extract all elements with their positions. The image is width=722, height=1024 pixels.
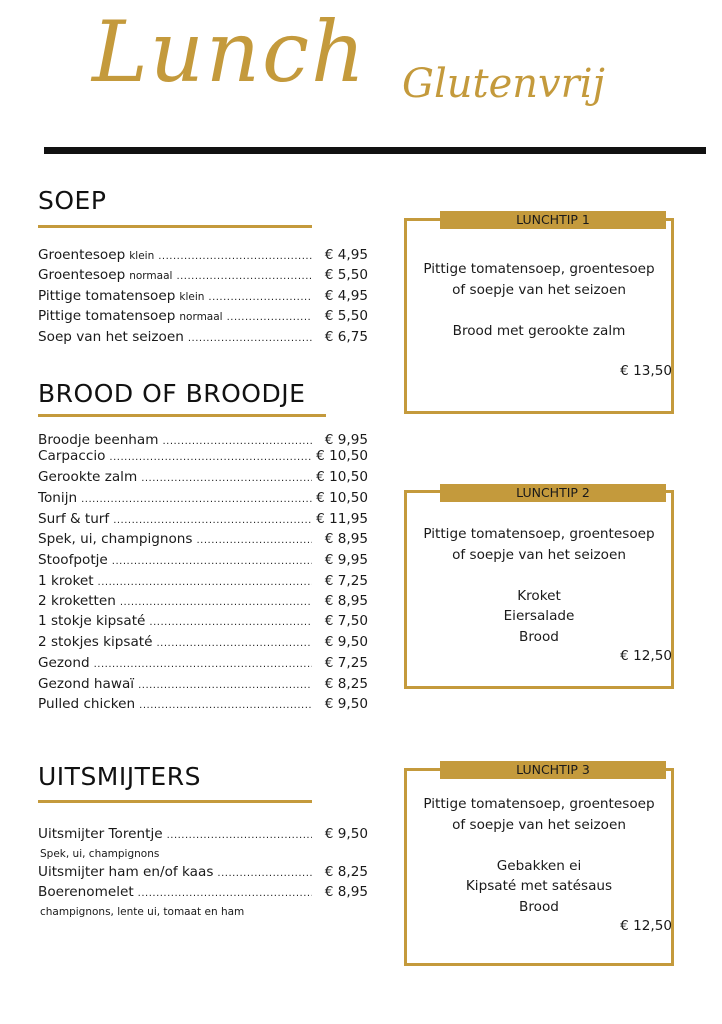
item-price: € 7,50 <box>324 613 368 629</box>
item-size: klein <box>179 291 205 303</box>
lunchtip-1-label: LUNCHTIP 1 <box>440 211 666 229</box>
dot-leader <box>149 613 312 629</box>
item-price: € 5,50 <box>324 267 368 283</box>
item-price: € 8,25 <box>324 676 368 692</box>
item-price: € 5,50 <box>324 308 368 324</box>
menu-item <box>38 288 368 308</box>
lunchtip-2-price: € 12,50 <box>620 648 672 664</box>
item-name: 1 stokje kipsaté <box>38 613 146 629</box>
lunchtip-3-extra: Gebakken ei <box>496 858 582 874</box>
lunchtip-1-soup-line2: of soepje van het seizoen <box>452 282 626 298</box>
item-name: Tonijn <box>38 490 78 506</box>
item-price: € 8,95 <box>324 531 368 547</box>
menu-item <box>38 613 368 633</box>
item-name: Gezond <box>38 655 90 671</box>
section-title-soep: SOEP <box>38 186 107 215</box>
item-size: normaal <box>179 311 223 323</box>
item-price: € 10,50 <box>316 469 368 485</box>
menu-item <box>38 308 368 328</box>
lunchtip-3-extra: Kipsaté met satésaus <box>465 878 613 894</box>
header-divider <box>44 147 706 154</box>
item-name: Stoofpotje <box>38 552 108 568</box>
item-name: Surf & turf <box>38 511 110 527</box>
lunchtip-2-extra: Eiersalade <box>503 608 575 624</box>
menu-item <box>38 448 368 468</box>
dot-leader <box>163 432 313 448</box>
dot-leader <box>217 864 312 880</box>
dot-leader <box>141 469 312 485</box>
menu-item <box>38 573 368 593</box>
menu-item <box>38 884 368 904</box>
section-title-uitsmijters: UITSMIJTERS <box>38 762 201 791</box>
item-name: Groentesoep <box>38 247 126 263</box>
menu-title: Lunch <box>92 3 368 101</box>
item-price: € 9,95 <box>324 432 368 448</box>
menu-item <box>38 864 368 884</box>
lunchtip-1-soup-line1: Pittige tomatensoep, groentesoep <box>423 261 655 277</box>
menu-item <box>38 329 368 349</box>
dot-leader <box>109 448 312 464</box>
section-divider-soep <box>38 225 312 228</box>
lunchtip-2-extra: Kroket <box>517 588 561 604</box>
lunchtip-2-label: LUNCHTIP 2 <box>440 484 666 502</box>
menu-item <box>38 469 368 489</box>
menu-item <box>38 826 368 846</box>
dot-leader <box>112 552 312 568</box>
menu-item <box>38 490 368 510</box>
section-divider-uitsmijters <box>38 800 312 803</box>
item-name: Gerookte zalm <box>38 469 138 485</box>
menu-subtitle: Glutenvrij <box>402 61 605 107</box>
item-name: Broodje beenham <box>38 432 159 448</box>
dot-leader <box>158 247 312 263</box>
lunchtip-2-extra: Brood <box>519 629 559 645</box>
item-price: € 10,50 <box>316 490 368 506</box>
menu-item <box>38 696 368 716</box>
menu-item <box>38 655 368 675</box>
dot-leader <box>188 329 312 345</box>
item-name: Gezond hawaï <box>38 676 135 692</box>
menu-item <box>38 511 368 531</box>
dot-leader <box>120 593 312 609</box>
section-divider-brood <box>38 414 326 417</box>
lunchtip-3-soup-line1: Pittige tomatensoep, groentesoep <box>423 796 655 812</box>
item-price: € 4,95 <box>324 288 368 304</box>
dot-leader <box>138 676 312 692</box>
lunchtip-1-price: € 13,50 <box>620 363 672 379</box>
item-name: Pittige tomatensoep <box>38 288 176 304</box>
dot-leader <box>197 531 313 547</box>
item-price: € 6,75 <box>324 329 368 345</box>
lunchtip-2-soup-line2: of soepje van het seizoen <box>452 547 626 563</box>
item-price: € 9,50 <box>324 696 368 712</box>
lunchtip-3-price: € 12,50 <box>620 918 672 934</box>
item-name: Boerenomelet <box>38 884 134 900</box>
item-name: Uitsmijter ham en/of kaas <box>38 864 214 880</box>
item-price: € 8,25 <box>324 864 368 880</box>
item-size: klein <box>129 250 155 262</box>
lunchtip-2-soup-line1: Pittige tomatensoep, groentesoep <box>423 526 655 542</box>
dot-leader <box>113 511 312 527</box>
dot-leader <box>94 655 312 671</box>
dot-leader <box>157 634 313 650</box>
menu-item <box>38 593 368 613</box>
item-description: Spek, ui, champignons <box>40 848 160 860</box>
lunchtip-3-soup-line2: of soepje van het seizoen <box>452 817 626 833</box>
item-price: € 7,25 <box>324 573 368 589</box>
menu-item <box>38 676 368 696</box>
item-price: € 8,95 <box>324 884 368 900</box>
dot-leader <box>139 696 312 712</box>
dot-leader <box>138 884 312 900</box>
dot-leader <box>81 490 312 506</box>
item-price: € 7,25 <box>324 655 368 671</box>
menu-item <box>38 531 368 551</box>
item-name: 1 kroket <box>38 573 94 589</box>
item-price: € 9,50 <box>324 826 368 842</box>
dot-leader <box>176 267 312 283</box>
item-name: 2 kroketten <box>38 593 116 609</box>
item-name: Soep van het seizoen <box>38 329 184 345</box>
dot-leader <box>98 573 312 589</box>
item-price: € 8,95 <box>324 593 368 609</box>
item-description: champignons, lente ui, tomaat en ham <box>40 906 245 918</box>
lunchtip-1-extra: Brood met gerookte zalm <box>452 323 626 339</box>
item-name: 2 stokjes kipsaté <box>38 634 153 650</box>
menu-item <box>38 552 368 572</box>
menu-item <box>38 247 368 267</box>
item-price: € 10,50 <box>316 448 368 464</box>
menu-item <box>38 267 368 287</box>
section-title-brood: BROOD OF BROODJE <box>38 379 306 408</box>
dot-leader <box>208 288 312 304</box>
lunchtip-1-box <box>404 218 674 414</box>
item-name: Spek, ui, champignons <box>38 531 193 547</box>
item-price: € 9,50 <box>324 634 368 650</box>
lunchtip-3-extra: Brood <box>519 899 559 915</box>
item-name: Groentesoep <box>38 267 126 283</box>
item-name: Uitsmijter Torentje <box>38 826 163 842</box>
item-size: normaal <box>129 270 173 282</box>
item-name: Pulled chicken <box>38 696 136 712</box>
item-price: € 9,95 <box>324 552 368 568</box>
item-price: € 11,95 <box>316 511 368 527</box>
dot-leader <box>227 308 312 324</box>
item-price: € 4,95 <box>324 247 368 263</box>
item-name: Carpaccio <box>38 448 106 464</box>
dot-leader <box>167 826 312 842</box>
lunchtip-3-label: LUNCHTIP 3 <box>440 761 666 779</box>
item-name: Pittige tomatensoep <box>38 308 176 324</box>
menu-item <box>38 634 368 654</box>
